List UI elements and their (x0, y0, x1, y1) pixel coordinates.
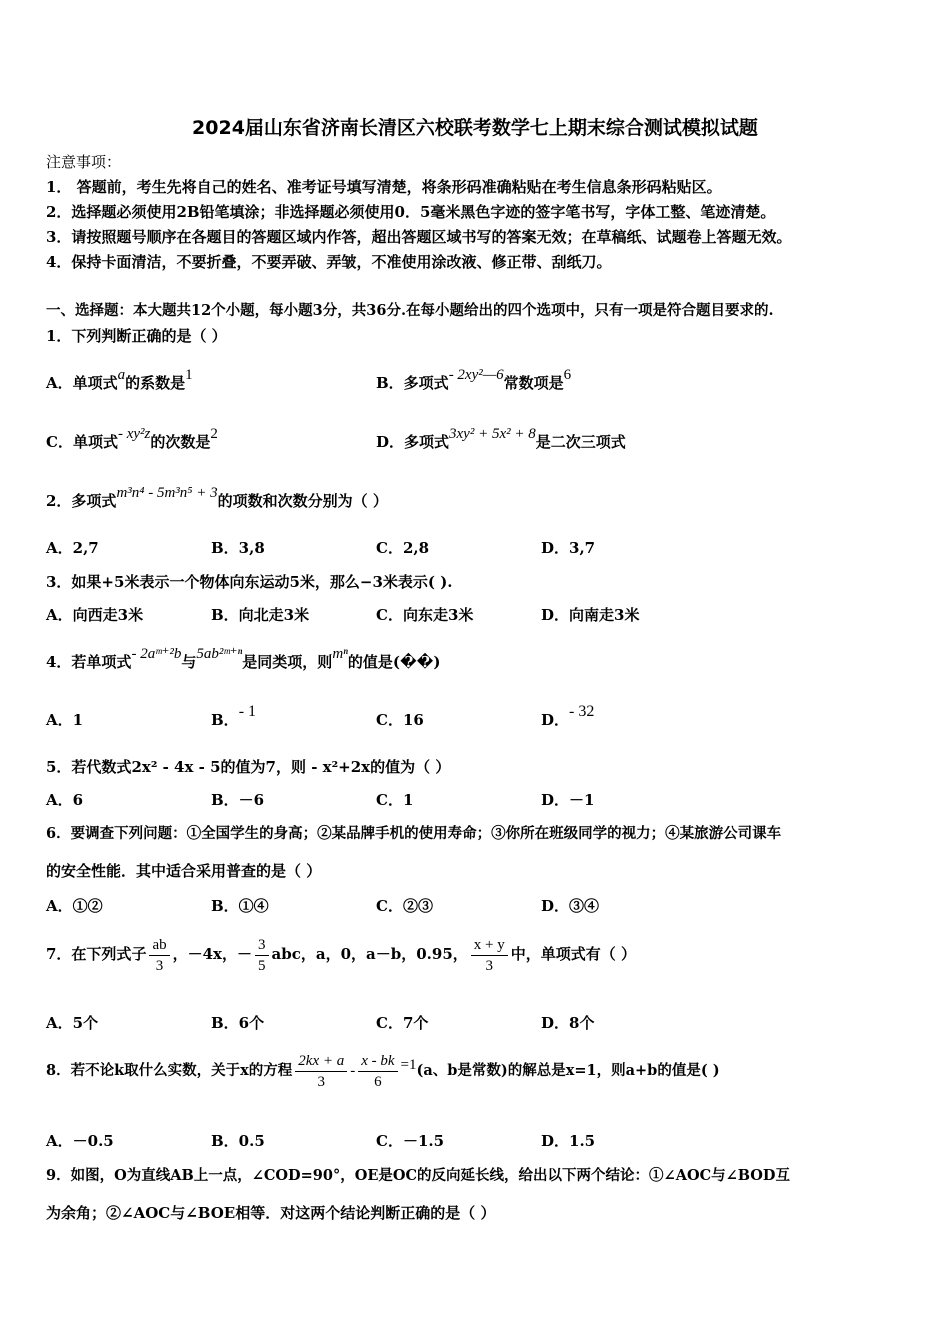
q8-prefix: 8．若不论k取什么实数，关于x的方程 (46, 1062, 293, 1079)
q7-option-a: A．5个 (46, 1014, 99, 1032)
section-heading: 一、选择题：本大题共12个小题，每小题3分，共36分.在每小题给出的四个选项中，只有一项是符合题目要求的. (46, 302, 774, 319)
q8-option-a: A．－0.5 (46, 1132, 114, 1150)
q7-f1-denominator: 3 (155, 957, 164, 974)
q8-minus: - (350, 1063, 356, 1079)
q5-option-c: C．1 (376, 791, 414, 809)
q7-f2-numerator: 3 (255, 935, 269, 956)
q3-option-b: B．向北走3米 (211, 606, 310, 624)
q1-d-mid: 是二次三项式 (535, 433, 626, 451)
q2-option-d: D．3,7 (541, 539, 596, 557)
q4-suffix: 的值是(��) (347, 653, 441, 671)
q4-and: 与 (181, 653, 197, 671)
q8-fraction-2 (358, 1051, 397, 1092)
q4-b-label: B． (211, 711, 239, 729)
q4-d-label: D． (541, 711, 570, 729)
q6-option-b: B．①④ (211, 897, 269, 915)
notice-heading: 注意事项： (46, 153, 122, 171)
q3-option-a: A．向西走3米 (46, 606, 144, 624)
q2-expression: m³n⁴ - 5m³n⁵ + 3 (116, 485, 218, 501)
q1-a-mid: 的系数是 (125, 374, 186, 392)
q1-b-math2: 6 (563, 367, 572, 383)
q7-f3-denominator: 3 (485, 957, 493, 974)
q4-mid: 是同类项，则 (242, 653, 333, 671)
q1-c-mid: 的次数是 (150, 433, 211, 451)
q3-option-c: C．向东走3米 (376, 606, 474, 624)
q1-a-math2: 1 (185, 367, 193, 383)
q9-stem-line-2: 为余角；②∠AOC与∠BOE相等．对这两个结论判断正确的是（ ） (46, 1204, 496, 1222)
q9-stem-line-1: 9．如图，O为直线AB上一点，∠COD=90°，OE是OC的反向延长线，给出以下两个结论：①∠AOC与∠BOD互 (46, 1167, 790, 1184)
q7-prefix: 7．在下列式子 (46, 945, 147, 963)
notice-item-1: 1． 答题前，考生先将自己的姓名、准考证号填写清楚，将条形码准确粘贴在考生信息条形码粘贴区。 (46, 178, 722, 196)
q4-d-value: - 32 (569, 703, 595, 720)
q1-c-math1: - xy²z (117, 426, 151, 442)
q1-c-prefix: C．单项式 (46, 433, 118, 451)
q4-monomial-1: - 2aᵐ⁺²b (131, 646, 182, 662)
q8-option-b: B．0.5 (211, 1132, 265, 1150)
q1-stem: 1．下列判断正确的是（ ） (46, 327, 227, 345)
q7-f2-denominator: 5 (258, 957, 266, 974)
q1-a-prefix: A．单项式 (46, 374, 118, 392)
q1-c-math2: 2 (210, 426, 218, 442)
q6-option-a: A．①② (46, 897, 103, 915)
q7-option-d: D．8个 (541, 1014, 595, 1032)
q6-option-c: C．②③ (376, 897, 433, 915)
q4-power: mⁿ (332, 646, 348, 662)
q4-option-a: A．1 (46, 711, 84, 729)
q5-option-d: D．－1 (541, 791, 595, 809)
q4-stem (46, 646, 441, 673)
q8-stem (46, 1049, 720, 1093)
q6-option-d: D．③④ (541, 897, 600, 915)
q1-b-prefix: B．多项式 (376, 374, 449, 392)
q7-mid-2: abc，a，0，a－b，0.95， (271, 945, 468, 963)
exam-title: 2024届山东省济南长清区六校联考数学七上期末综合测试模拟试题 (192, 117, 758, 139)
q4-option-b (211, 703, 257, 731)
q2-option-c: C．2,8 (376, 539, 430, 557)
q2-suffix: 的项数和次数分别为（ ） (217, 492, 388, 510)
q8-f2-denominator: 6 (374, 1073, 382, 1090)
q6-stem-line-1: 6．要调查下列问题：①全国学生的身高；②某品牌手机的使用寿命；③你所在班级同学的视力；④某旅游公司课车 (46, 825, 782, 842)
q8-f1-denominator: 3 (317, 1073, 325, 1090)
q7-fraction-ab-over-3 (149, 935, 169, 976)
q8-option-d: D．1.5 (541, 1132, 596, 1150)
q8-f1-numerator: 2kx + a (295, 1051, 347, 1072)
q7-stem (46, 932, 636, 976)
q1-option-a (46, 367, 193, 394)
q1-d-prefix: D．多项式 (376, 433, 450, 451)
q1-b-mid: 常数项是 (503, 374, 564, 392)
q1-option-d (376, 426, 626, 453)
q7-f1-numerator: ab (149, 935, 169, 956)
q4-option-c: C．16 (376, 711, 424, 729)
q5-stem: 5．若代数式2x² - 4x - 5的值为7，则 - x²+2x的值为（ ） (46, 758, 451, 776)
q7-f3-numerator: x + y (471, 935, 508, 956)
q2-prefix: 2．多项式 (46, 492, 117, 510)
q6-stem-line-2: 的安全性能．其中适合采用普查的是（ ） (46, 862, 322, 880)
notice-item-4: 4．保持卡面清洁，不要折叠，不要弄破、弄皱，不准使用涂改液、修正带、刮纸刀。 (46, 253, 612, 271)
q1-b-math1: - 2xy²—6 (448, 367, 504, 383)
q3-option-d: D．向南走3米 (541, 606, 640, 624)
q8-fraction-1 (295, 1051, 347, 1092)
q8-f2-numerator: x - bk (358, 1051, 397, 1072)
q2-option-b: B．3,8 (211, 539, 265, 557)
q7-option-c: C．7个 (376, 1014, 429, 1032)
q2-option-a: A．2,7 (46, 539, 99, 557)
q4-option-d (541, 703, 595, 731)
q4-b-value: - 1 (238, 703, 257, 720)
q2-stem (46, 485, 388, 512)
q8-equals-one: =1 (400, 1057, 417, 1073)
q4-prefix: 4．若单项式 (46, 653, 132, 671)
notice-item-3: 3．请按照题号顺序在各题目的答题区域内作答，超出答题区域书写的答案无效；在草稿纸、试题卷上答题无效。 (46, 228, 792, 246)
q7-mid-1: ，－4x，－ (172, 945, 253, 963)
q7-fraction-xy-over-3 (471, 935, 508, 976)
q1-option-b (376, 367, 572, 394)
q5-option-a: A．6 (46, 791, 84, 809)
q8-option-c: C．－1.5 (376, 1132, 445, 1150)
q1-a-math1: a (117, 367, 126, 383)
q4-monomial-2: 5ab²ᵐ⁺ⁿ (196, 646, 243, 662)
q7-option-b: B．6个 (211, 1014, 265, 1032)
q8-suffix: (a、b是常数)的解总是x=1，则a+b的值是( ) (416, 1062, 720, 1079)
q7-fraction-3-over-5 (255, 935, 269, 976)
q1-d-math1: 3xy² + 5x² + 8 (449, 426, 536, 442)
q1-option-c (46, 426, 218, 453)
q3-stem: 3．如果+5米表示一个物体向东运动5米，那么−3米表示( ). (46, 573, 453, 591)
q7-suffix: 中，单项式有（ ） (510, 945, 636, 963)
q5-option-b: B．－6 (211, 791, 265, 809)
notice-item-2: 2．选择题必须使用2B铅笔填涂；非选择题必须使用0．5毫米黑色字迹的签字笔书写，字体工整、笔迹清楚。 (46, 203, 776, 221)
